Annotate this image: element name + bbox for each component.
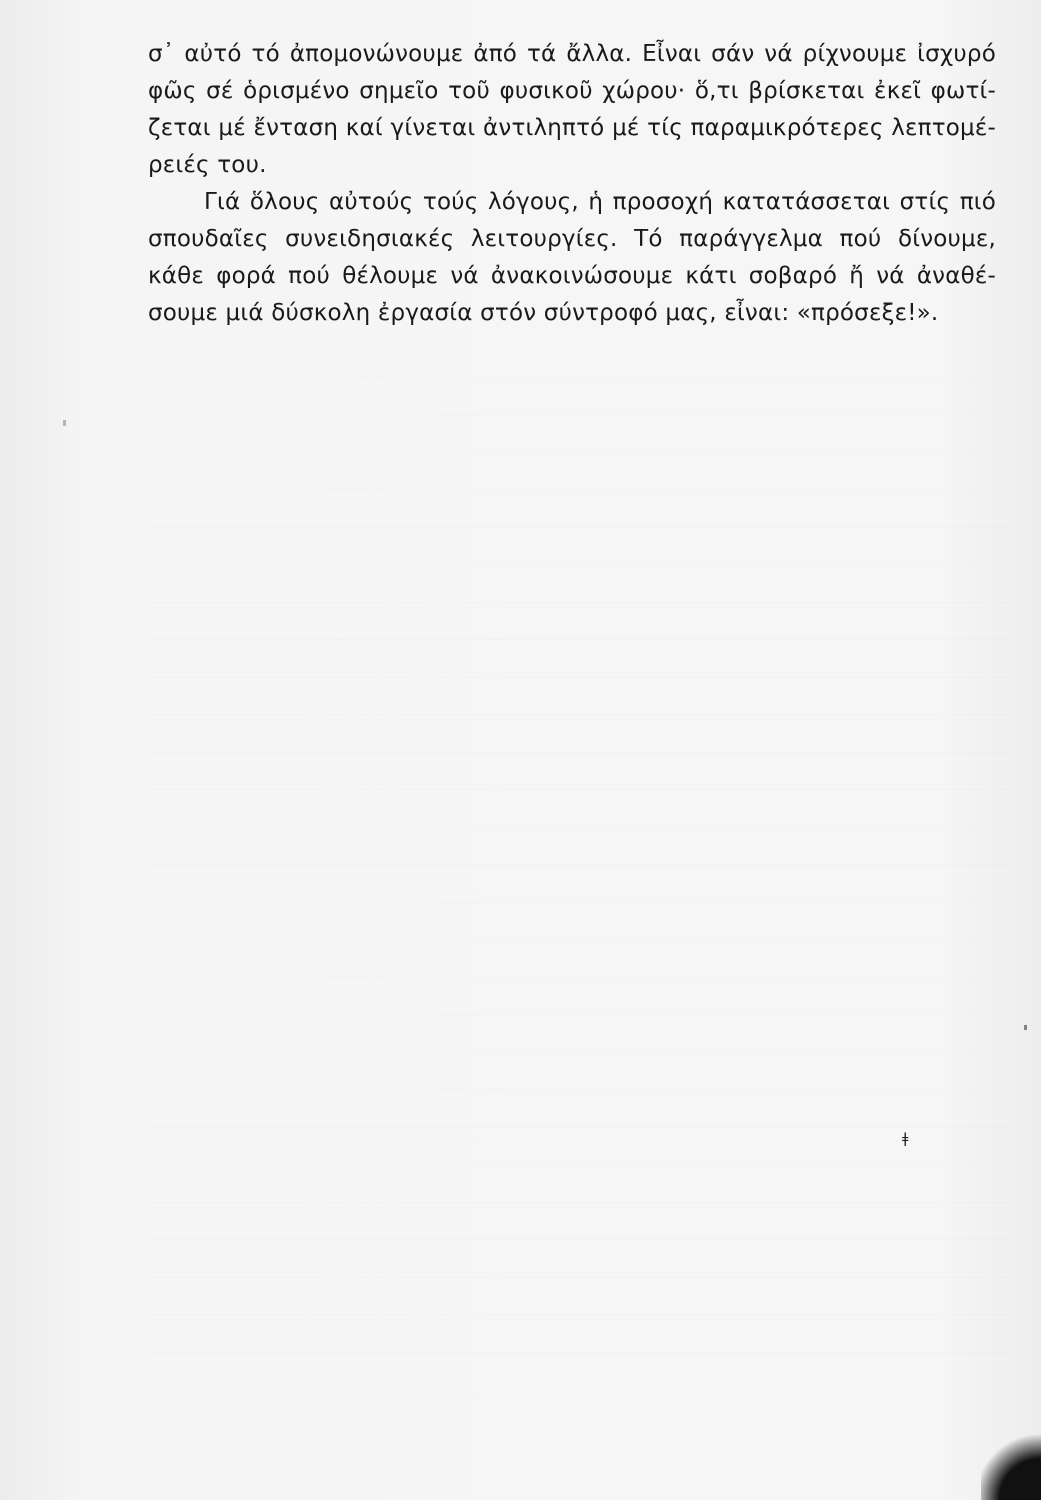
paragraph-1-line-3: ζεται μέ ἔνταση καί γίνεται ἀντιληπτό μέ τίς παραμικρότερες λεπτομέ- [148,115,996,141]
paragraph-1-line-2: φῶς σέ ὁρισμένο σημεῖο τοῦ φυσικοῦ χώρου· ὅ,τι βρίσκεται ἐκεῖ φωτί- [148,78,996,104]
paragraph-2-line-4: σουμε μιά δύσκολη ἐργασία στόν σύντροφό μας, εἶναι: «πρόσεξε!». [148,300,939,326]
paragraph-2-line-1: Γιά ὅλους αὐτούς τούς λόγους, ἡ προσοχή κατατάσσεται στίς πιό [204,189,996,215]
bleed-through-text [150,340,1010,1353]
page-corner-shadow [981,1430,1041,1500]
margin-mark-right [1024,1025,1027,1030]
paragraph-2-line-3: κάθε φορά πού θέλουμε νά ἀνακοινώσουμε κάτι σοβαρό ἤ νά ἀναθέ- [148,263,996,289]
margin-mark-left [63,420,66,426]
paragraph-2 [148,184,996,332]
paragraph-1-line-1: σ᾽ αὐτό τό ἀπομονώνουμε ἀπό τά ἄλλα. Εἶναι σάν νά ρίχνουμε ἰσχυρό [148,41,996,67]
body-text [148,36,996,332]
paragraph-2-line-2: σπουδαῖες συνειδησιακές λειτουργίες. Τό παράγγελμα πού δίνουμε, [148,226,996,252]
paragraph-1-line-4: ρειές του. [148,152,267,178]
ink-speck: ǂ [902,1131,909,1147]
paragraph-1 [148,36,996,184]
